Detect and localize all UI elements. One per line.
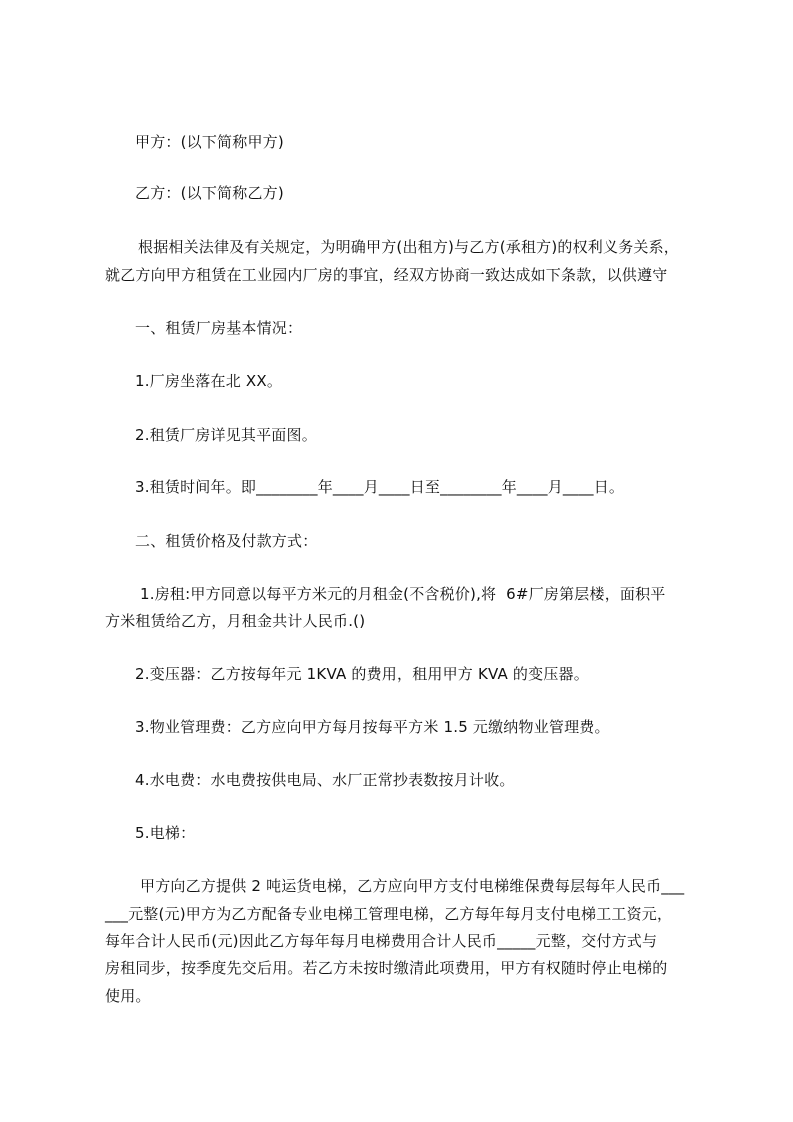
section-2-item-1-line-1: 1.房租:甲方同意以每平方米元的月租金(不含税价),将 6#厂房第层楼，面积平	[140, 585, 666, 603]
section-1-heading: 一、租赁厂房基本情况：	[135, 319, 303, 337]
elevator-paragraph-line-4: 房租同步，按季度先交后用。若乙方未按时缴清此项费用，甲方有权随时停止电梯的	[105, 959, 668, 977]
intro-paragraph-line-1: 根据相关法律及有关规定，为明确甲方(出租方)与乙方(承租方)的权利义务关系，	[138, 238, 680, 256]
section-1-item-2: 2.租赁厂房详见其平面图。	[135, 426, 317, 444]
elevator-paragraph-line-1: 甲方向乙方提供 2 吨运货电梯，乙方应向甲方支付电梯维保费每层每年人民币___	[140, 877, 685, 895]
section-2-item-1-line-2: 方米租赁给乙方，月租金共计人民币.()	[105, 612, 366, 630]
section-2-item-5: 5.电梯：	[135, 824, 196, 842]
elevator-paragraph-line-3: 每年合计人民币(元)因此乙方每年每月电梯费用合计人民币_____元整，交付方式与	[105, 932, 658, 950]
section-1-item-1: 1.厂房坐落在北 XX。	[135, 372, 283, 390]
section-2-heading: 二、租赁价格及付款方式：	[135, 532, 318, 550]
elevator-paragraph-line-2: ___元整(元)甲方为乙方配备专业电梯工管理电梯，乙方每年每月支付电梯工工资元，	[105, 905, 673, 923]
section-1-item-3: 3.租赁时间年。即________年____月____日至________年____月____日。	[135, 478, 625, 496]
party-a-line: 甲方：(以下简称甲方)	[135, 133, 284, 151]
section-2-item-3: 3.物业管理费：乙方应向甲方每月按每平方米 1.5 元缴纳物业管理费。	[135, 718, 610, 736]
section-2-item-2: 2.变压器：乙方按每年元 1KVA 的费用，租用甲方 KVA 的变压器。	[135, 665, 589, 683]
party-b-line: 乙方：(以下简称乙方)	[135, 184, 284, 202]
elevator-paragraph-line-5: 使用。	[105, 987, 151, 1005]
section-2-item-4: 4.水电费：水电费按供电局、水厂正常抄表数按月计收。	[135, 771, 515, 789]
intro-paragraph-line-2: 就乙方向甲方租赁在工业园内厂房的事宜，经双方协商一致达成如下条款，以供遵守	[105, 266, 668, 284]
